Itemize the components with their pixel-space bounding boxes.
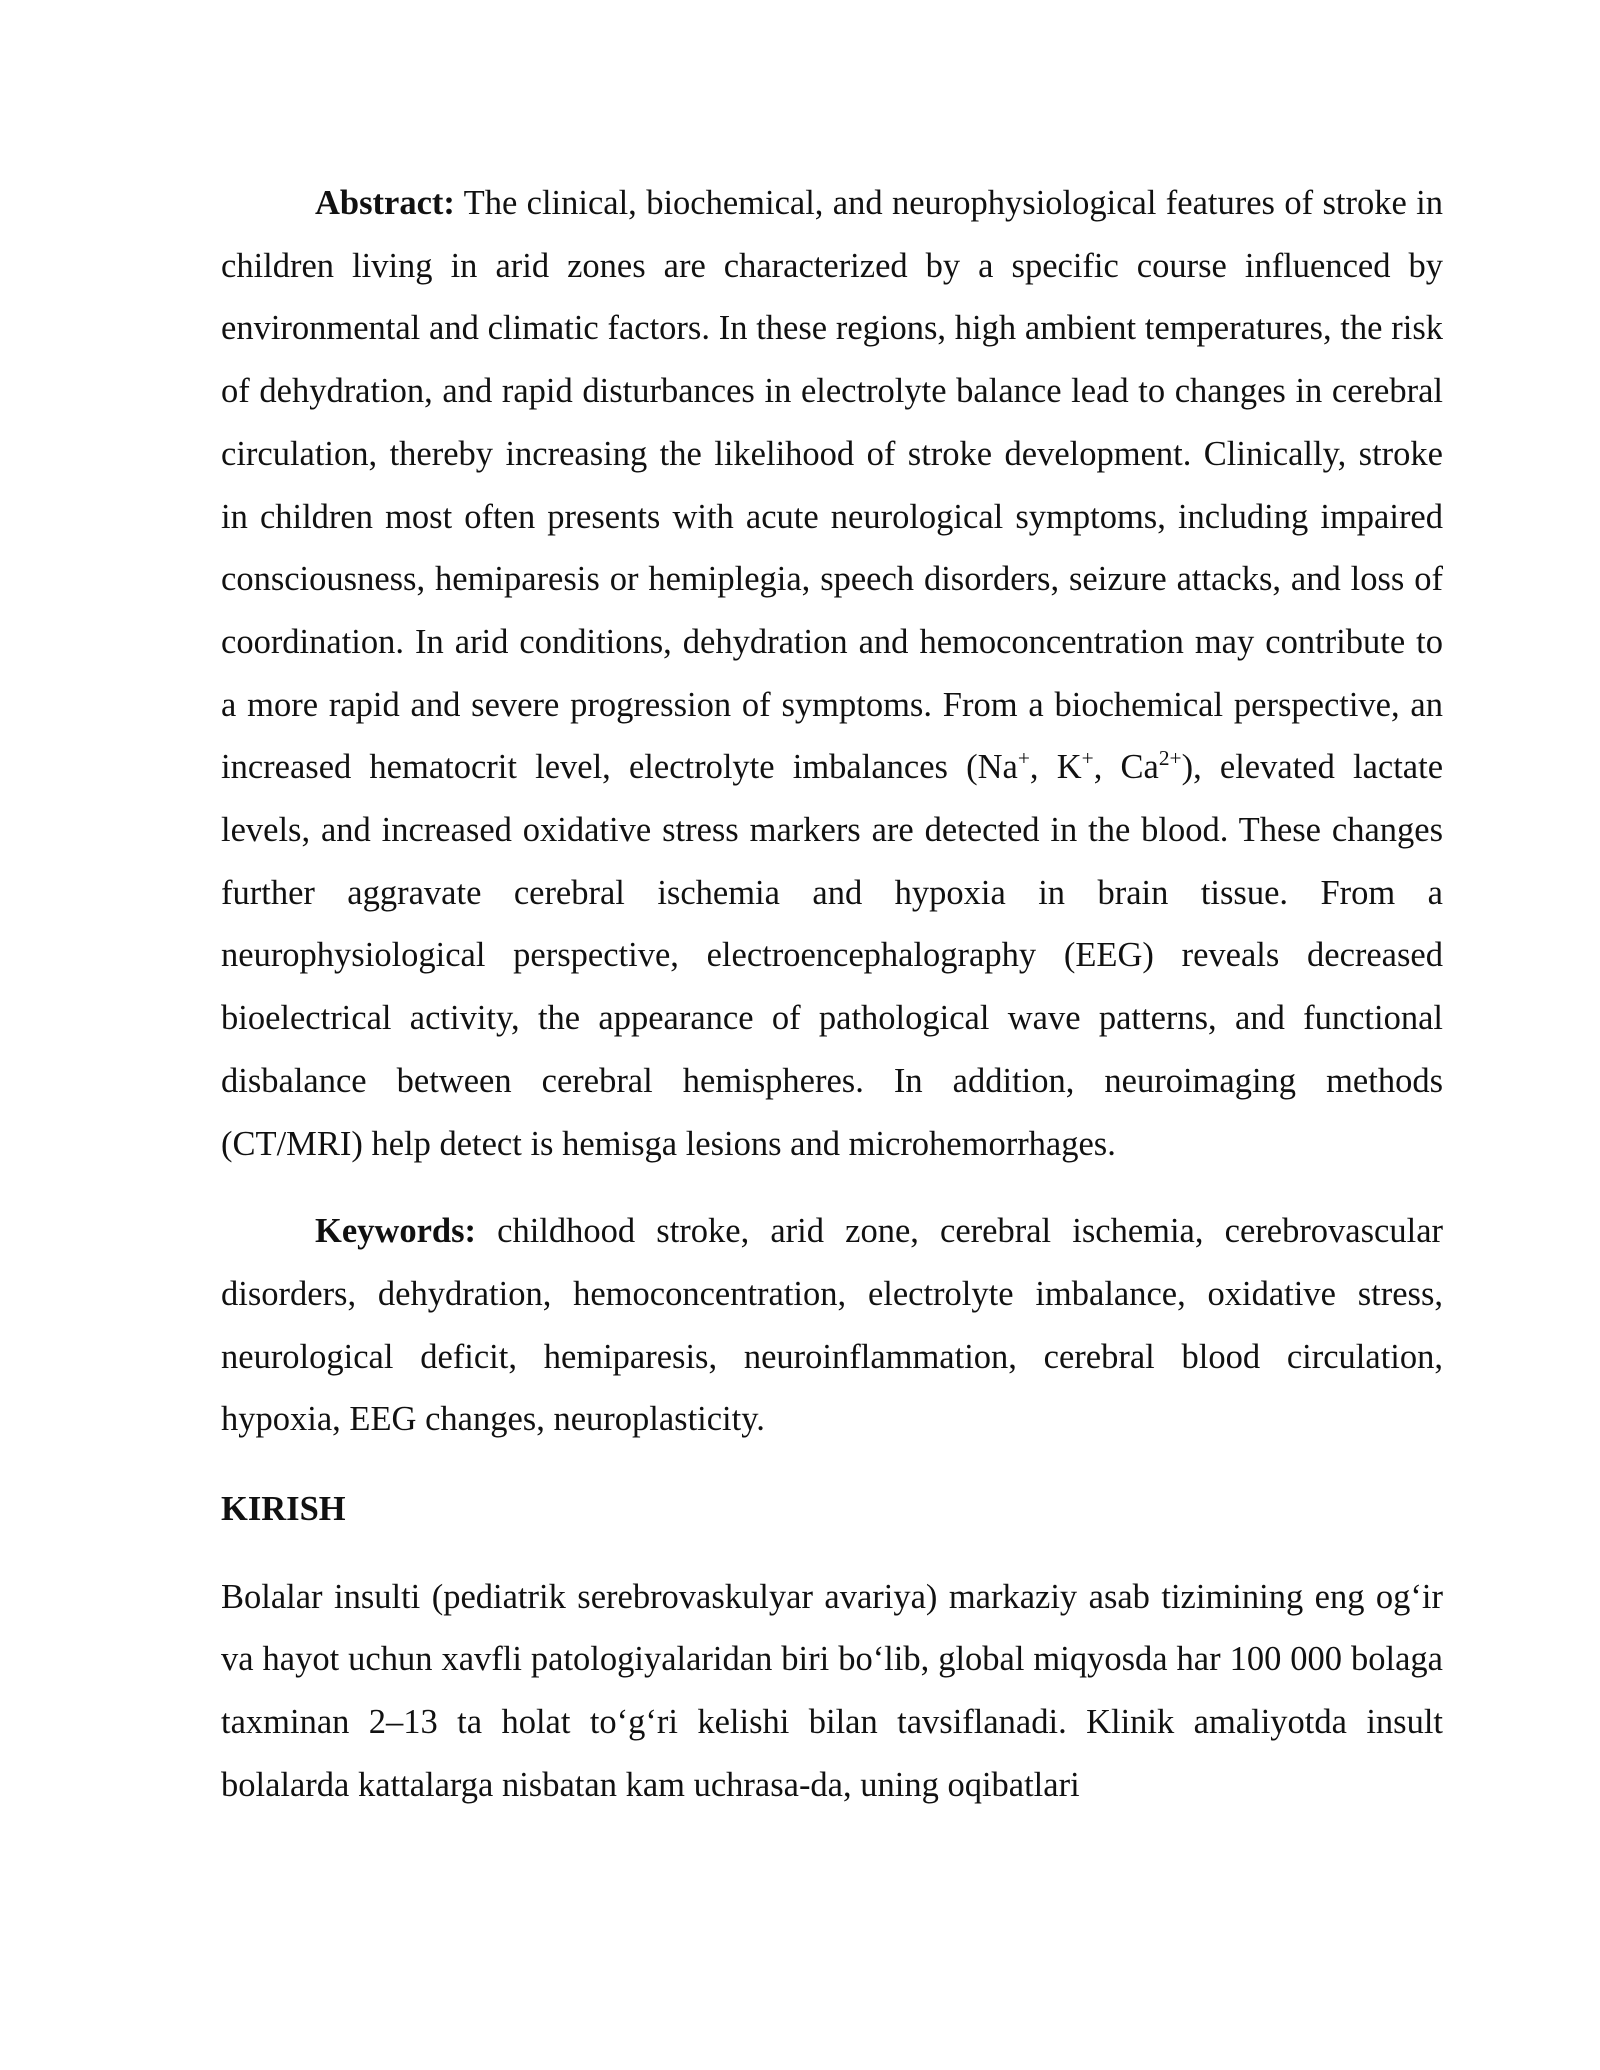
potassium-charge: +: [1081, 746, 1094, 771]
intro-paragraph: Bolalar insulti (pediatrik serebrovaskulyar avariya) markaziy asab tizimining eng og‘ir va hayot uchun xavfli patologiyalaridan biri bo‘lib, global miqyosda har 100 000 bolaga taxminan 2–13 ta holat to‘g‘ri kelishi bilan tavsiflanadi. Klinik amaliyotda insult bolalarda kattalarga nisbatan kam uchrasa-da, uning oqibatlari: [221, 1577, 1443, 1804]
keywords-paragraph: [221, 1200, 1443, 1451]
abstract-label: Abstract:: [315, 184, 455, 222]
potassium-symbol: , K: [1029, 748, 1082, 787]
section-heading: KIRISH: [221, 1490, 346, 1529]
abstract-paragraph: [221, 172, 1443, 1175]
sodium-charge: +: [1017, 746, 1030, 771]
keywords-label: Keywords:: [315, 1212, 476, 1251]
calcium-charge: 2+: [1158, 746, 1182, 771]
keywords-text: childhood stroke, arid zone, cerebral ischemia, cerebrovascular disorders, dehydration, hemoconcentration, electrolyte imbalance, oxidative stress, neurological deficit, hemiparesis, neuroinflammation, cerebral blood circulation, hypoxia, EEG changes, neuroplasticity.: [221, 1212, 1443, 1439]
calcium-symbol: , Ca: [1093, 748, 1159, 787]
document-page: [221, 172, 1443, 1817]
abstract-text-part2: ), elevated lactate levels, and increased oxidative stress markers are detected in the blood. These changes further aggravate cerebral ischemia and hypoxia in brain tissue. From a neurophysiological perspective, electroencephalography (EEG) reveals decreased bioelectrical activity, the appearance of pathological wave patterns, and functional disbalance between cerebral hemispheres. In addition, neuroimaging methods (CT/MRI) help detect is hemisga lesions and microhemorrhages.: [221, 748, 1444, 1163]
abstract-text-part1: The clinical, biochemical, and neurophysiological features of stroke in children living in arid zones are characterized by a specific course influenced by environmental and climatic factors. In these regions, high ambient temperatures, the risk of dehydration, and rapid disturbances in electrolyte balance lead to changes in cerebral circulation, thereby increasing the likelihood of stroke development. Clinically, stroke in children most often presents with acute neurological symptoms, including impaired consciousness, hemiparesis or hemiplegia, speech disorders, seizure attacks, and loss of coordination. In arid conditions, dehydration and hemoconcentration may contribute to a more rapid and severe progression of symptoms. From a biochemical perspective, an increased hematocrit level, electrolyte imbalances (Na: [221, 184, 1443, 787]
